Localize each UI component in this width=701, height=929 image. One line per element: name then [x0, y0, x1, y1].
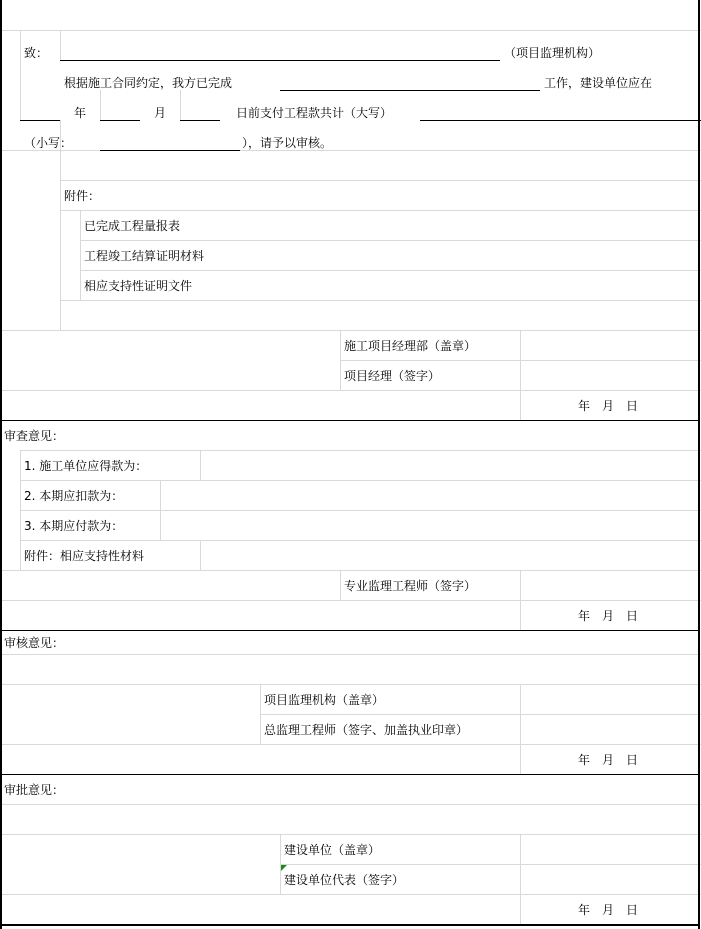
gridline — [60, 30, 61, 60]
owner-seal: 建设单位（盖章） — [284, 843, 381, 857]
gridline — [200, 540, 201, 570]
year-blank[interactable] — [20, 120, 60, 121]
gridline — [260, 684, 261, 744]
review-title: 审查意见： — [4, 429, 65, 443]
gridline — [60, 300, 701, 301]
intro-line1-suffix: 工作，建设单位应在 — [544, 76, 653, 90]
gridline — [0, 834, 701, 835]
approval-title: 审批意见： — [4, 783, 65, 797]
gridline — [520, 570, 521, 630]
gridline — [80, 210, 81, 300]
gridline — [0, 684, 701, 685]
to-label: 致： — [24, 46, 49, 60]
gridline — [0, 390, 701, 391]
gridline — [520, 834, 521, 924]
audit-date: 年 月 日 — [578, 753, 639, 767]
gridline — [200, 450, 201, 480]
attachment-item: 已完成工程量报表 — [84, 219, 181, 233]
review-item: 2. 本期应扣款为： — [24, 489, 124, 503]
gridline — [60, 210, 701, 211]
work-content-blank[interactable] — [280, 90, 540, 91]
gridline — [0, 804, 701, 805]
section-divider — [0, 630, 700, 631]
gridline — [20, 480, 701, 481]
review-item: 3. 本期应付款为： — [24, 519, 124, 533]
gridline — [0, 744, 701, 745]
gridline — [0, 330, 701, 331]
review-engineer-sign: 专业监理工程师（签字） — [344, 579, 477, 593]
month-label: 月 — [154, 106, 167, 120]
gridline — [280, 834, 281, 894]
gridline — [20, 510, 701, 511]
gridline — [340, 570, 341, 600]
audit-title: 审核意见： — [4, 636, 65, 650]
gridline — [0, 570, 701, 571]
gridline — [60, 120, 61, 330]
attachment-item: 相应支持性证明文件 — [84, 279, 193, 293]
gridline — [160, 480, 161, 540]
attachment-item: 工程竣工结算证明材料 — [84, 249, 205, 263]
project-manager-sign: 项目经理（签字） — [344, 369, 441, 383]
chief-engineer-sign: 总监理工程师（签字、加盖执业印章） — [264, 723, 469, 737]
gridline — [20, 450, 21, 570]
contractor-date: 年 月 日 — [578, 399, 639, 413]
owner-rep-sign: 建设单位代表（签字） — [284, 873, 405, 887]
gridline — [0, 894, 701, 895]
small-prefix: （小写： — [24, 136, 73, 150]
amount-figures-blank[interactable] — [100, 150, 240, 151]
gridline — [20, 450, 701, 451]
gridline — [260, 714, 701, 715]
form-border-left — [0, 0, 2, 929]
year-label: 年 — [74, 106, 87, 120]
gridline — [20, 540, 701, 541]
gridline — [20, 30, 21, 120]
org-suffix: （项目监理机构） — [504, 46, 601, 60]
amount-words-blank[interactable] — [420, 120, 701, 121]
gridline — [100, 90, 101, 120]
audit-org-seal: 项目监理机构（盖章） — [264, 693, 385, 707]
gridline — [0, 600, 701, 601]
contractor-dept-seal: 施工项目经理部（盖章） — [344, 339, 477, 353]
gridline — [0, 30, 701, 31]
gridline — [80, 270, 701, 271]
month-blank[interactable] — [100, 120, 140, 121]
org-name-blank[interactable] — [60, 60, 500, 61]
review-item: 1. 施工单位应得款为： — [24, 459, 148, 473]
approval-date: 年 月 日 — [578, 903, 639, 917]
section-divider — [0, 420, 700, 421]
review-attachment: 附件：相应支持性材料 — [24, 549, 145, 563]
form-border-bottom — [0, 924, 700, 926]
day-blank[interactable] — [180, 120, 220, 121]
gridline — [80, 240, 701, 241]
gridline — [0, 654, 701, 655]
gridline — [340, 330, 341, 390]
attachments-label: 附件： — [64, 189, 101, 203]
day-suffix: 日前支付工程款共计（大写） — [236, 106, 393, 120]
section-divider — [0, 774, 700, 775]
review-date: 年 月 日 — [578, 609, 639, 623]
gridline — [180, 90, 181, 120]
intro-line1-prefix: 根据施工合同约定，我方已完成 — [64, 76, 233, 90]
small-suffix: ），请予以审核。 — [242, 136, 333, 150]
gridline — [60, 180, 701, 181]
gridline — [280, 864, 701, 865]
gridline — [520, 330, 521, 420]
cell-comment-marker — [281, 865, 287, 871]
gridline — [520, 684, 521, 774]
form-border-right — [698, 0, 700, 929]
